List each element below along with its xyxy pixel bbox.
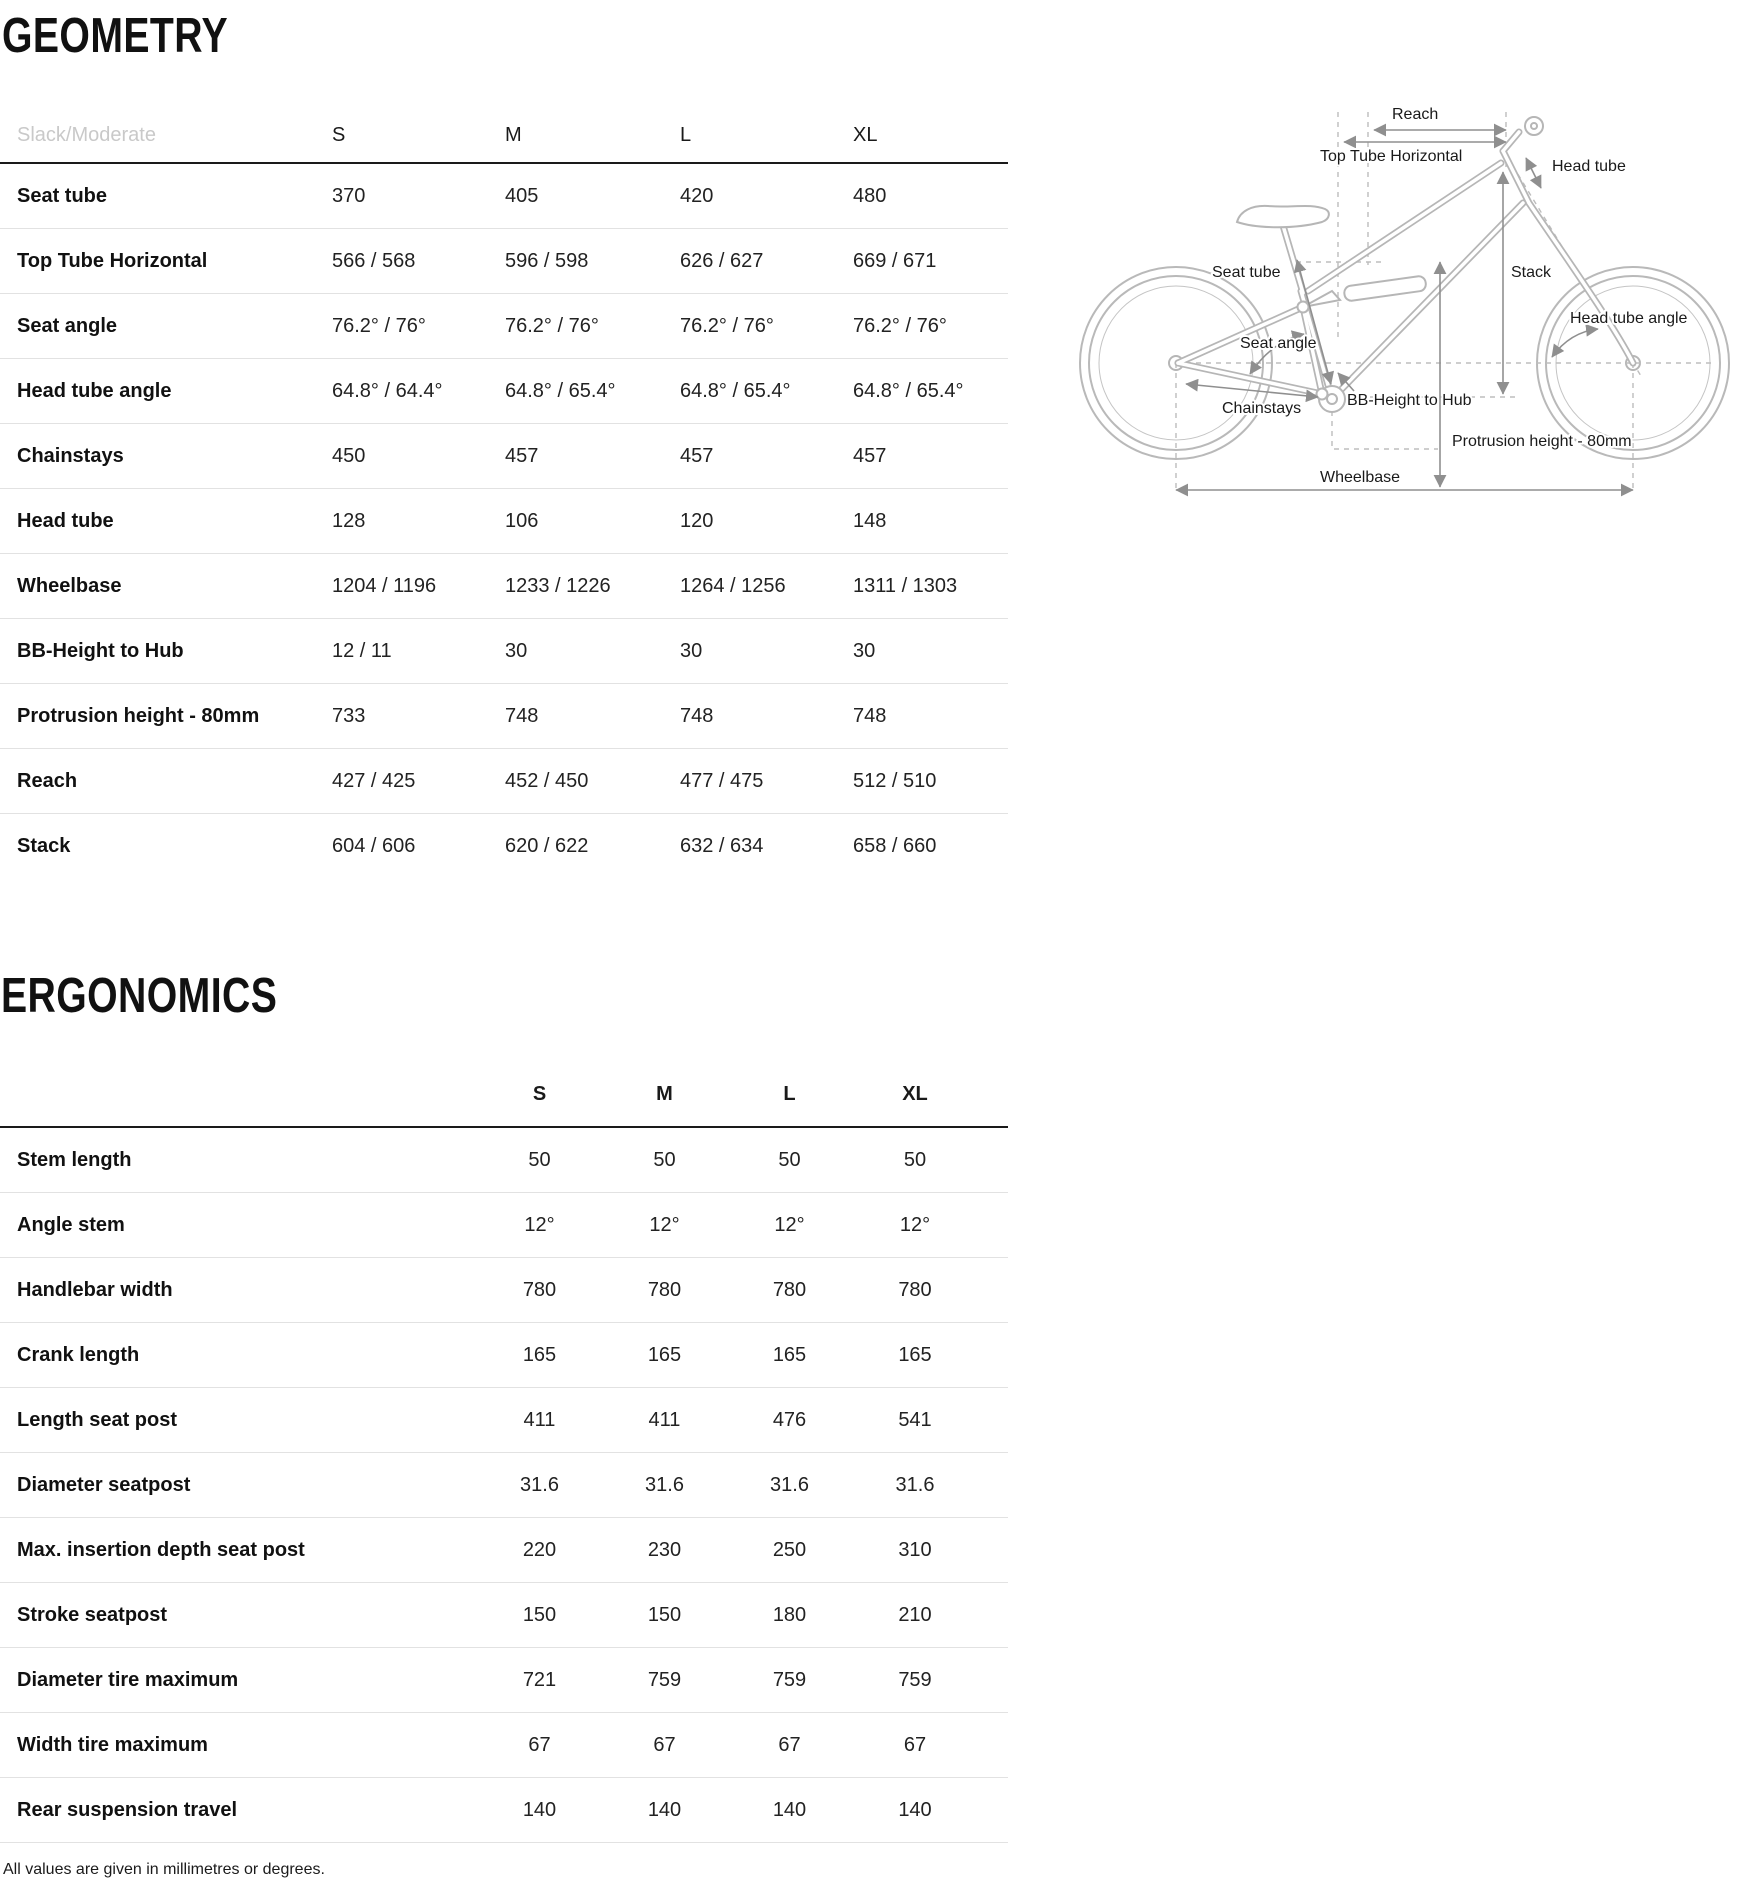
- row-value-xl: 669 / 671: [853, 249, 937, 272]
- row-value-xl: 64.8° / 65.4°: [853, 379, 964, 402]
- row-value-s: 370: [332, 184, 366, 207]
- row-value-xl: 50: [903, 1148, 927, 1171]
- row-value-l: 420: [680, 184, 714, 207]
- row-value-xl: 658 / 660: [853, 835, 937, 857]
- row-value-m: 67: [653, 1733, 676, 1756]
- row-label: Head tube angle: [17, 379, 172, 402]
- row-value-m: 30: [505, 639, 528, 662]
- row-value-m: 150: [647, 1603, 682, 1626]
- ergonomics-table-body: [0, 1128, 1008, 1843]
- row-value-s: 1204 / 1196: [332, 574, 437, 597]
- table-row: [0, 359, 1008, 424]
- row-label: Handlebar width: [17, 1278, 173, 1301]
- row-value-m: 596 / 598: [505, 249, 589, 272]
- row-value-s: 165: [522, 1343, 557, 1366]
- diagram-label-head-tube: Head tube: [1552, 158, 1626, 175]
- row-value-l: 780: [772, 1278, 807, 1301]
- row-value-xl: 1311 / 1303: [853, 574, 958, 597]
- table-row: [0, 1258, 1008, 1323]
- row-value-l: 632 / 634: [680, 835, 764, 857]
- row-value-l: 1264 / 1256: [680, 574, 786, 597]
- row-value-xl: 148: [853, 509, 887, 532]
- row-value-m: 457: [505, 444, 539, 467]
- table-row: [0, 1128, 1008, 1193]
- row-value-xl: 210: [898, 1603, 932, 1626]
- row-value-xl: 480: [853, 184, 887, 207]
- ergonomics-header-size-xl: XL: [902, 1083, 928, 1105]
- table-row: [0, 164, 1008, 229]
- row-value-s: 140: [522, 1798, 557, 1821]
- row-value-m: 31.6: [645, 1473, 684, 1496]
- row-value-s: 12°: [524, 1213, 555, 1236]
- row-value-m: 165: [647, 1343, 682, 1366]
- row-value-m: 405: [505, 184, 539, 207]
- row-label: Top Tube Horizontal: [17, 249, 208, 272]
- table-row: [0, 554, 1008, 619]
- row-value-xl: 12°: [899, 1213, 931, 1236]
- row-value-l: 759: [772, 1668, 807, 1691]
- row-value-xl: 457: [853, 444, 887, 467]
- ergonomics-section-title: ERGONOMICS: [1, 969, 278, 1023]
- saddle-drawing: [1237, 206, 1329, 227]
- row-value-m: 106: [505, 509, 539, 532]
- diagram-labels: [1212, 106, 1688, 486]
- geometry-header-size-m: M: [505, 123, 522, 146]
- row-value-s: 566 / 568: [332, 249, 416, 272]
- row-value-s: 128: [332, 509, 366, 532]
- row-value-l: 140: [772, 1798, 807, 1821]
- row-value-xl: 759: [898, 1668, 932, 1691]
- table-row: [0, 1518, 1008, 1583]
- row-label: Stroke seatpost: [17, 1603, 168, 1626]
- ergonomics-header-size-l: L: [783, 1083, 796, 1105]
- diagram-label-reach: Reach: [1392, 106, 1439, 123]
- table-row: [0, 619, 1008, 684]
- row-value-l: 626 / 627: [680, 249, 764, 272]
- row-value-s: 604 / 606: [332, 835, 416, 857]
- row-value-s: 450: [332, 444, 366, 467]
- head-tube-arrow: [1526, 158, 1541, 188]
- geometry-header-size-s: S: [332, 123, 346, 146]
- ergonomics-header-size-s: S: [532, 1083, 547, 1105]
- row-value-xl: 165: [898, 1343, 932, 1366]
- row-value-m: 748: [505, 704, 539, 727]
- row-value-l: 64.8° / 65.4°: [680, 379, 791, 402]
- row-value-s: 50: [528, 1148, 551, 1171]
- row-value-xl: 76.2° / 76°: [853, 314, 947, 337]
- row-label: Chainstays: [17, 444, 124, 467]
- bike-geometry-diagram: [1055, 85, 1764, 505]
- row-value-m: 50: [653, 1148, 676, 1171]
- row-label: Seat tube: [17, 184, 108, 207]
- row-label: Crank length: [17, 1343, 140, 1366]
- geometry-header-size-l: L: [680, 123, 692, 146]
- diagram-label-stack: Stack: [1511, 264, 1552, 281]
- diagram-label-chainstays: Chainstays: [1222, 400, 1302, 417]
- table-row: [0, 1388, 1008, 1453]
- row-value-m: 76.2° / 76°: [505, 314, 599, 337]
- table-row: [0, 1648, 1008, 1713]
- diagram-label-bb-height-to-hub: BB-Height to Hub: [1347, 392, 1472, 409]
- geometry-table-body: [0, 164, 1008, 879]
- row-value-m: 411: [648, 1408, 681, 1431]
- row-value-l: 250: [772, 1538, 807, 1561]
- table-row: [0, 814, 1008, 879]
- ergonomics-header-size-m: M: [656, 1083, 673, 1105]
- diagram-label-head-tube-angle: Head tube angle: [1570, 310, 1688, 327]
- table-row: [0, 1323, 1008, 1388]
- row-value-l: 50: [778, 1148, 801, 1171]
- table-row: [0, 1583, 1008, 1648]
- row-value-l: 76.2° / 76°: [680, 314, 774, 337]
- row-value-l: 120: [680, 509, 714, 532]
- diagram-label-seat-angle: Seat angle: [1240, 335, 1317, 352]
- row-value-s: 12 / 11: [332, 639, 392, 662]
- geometry-header-variant-label: Slack/Moderate: [17, 123, 156, 146]
- units-footnote: All values are given in millimetres or degrees.: [3, 1861, 325, 1878]
- geometry-table-header: [0, 108, 1008, 164]
- row-value-m: 780: [647, 1278, 682, 1301]
- row-value-l: 67: [778, 1733, 801, 1756]
- row-value-xl: 541: [898, 1408, 932, 1431]
- table-row: [0, 424, 1008, 489]
- row-value-xl: 780: [898, 1278, 932, 1301]
- row-label: Protrusion height - 80mm: [17, 704, 260, 727]
- row-value-m: 230: [647, 1538, 682, 1561]
- row-value-s: 780: [522, 1278, 557, 1301]
- row-value-xl: 140: [898, 1798, 932, 1821]
- ergonomics-table: [0, 1063, 1008, 1843]
- row-value-s: 31.6: [520, 1473, 559, 1496]
- row-value-m: 452 / 450: [505, 769, 589, 792]
- geometry-table: [0, 108, 1008, 879]
- table-row: [0, 294, 1008, 359]
- table-row: [0, 1713, 1008, 1778]
- row-value-xl: 31.6: [895, 1473, 935, 1496]
- geometry-section-title: GEOMETRY: [2, 9, 229, 63]
- table-row: [0, 684, 1008, 749]
- row-value-l: 165: [772, 1343, 807, 1366]
- row-value-s: 220: [522, 1538, 557, 1561]
- diagram-label-protrusion-height: Protrusion height - 80mm: [1452, 433, 1632, 450]
- row-value-xl: 310: [898, 1538, 932, 1561]
- row-value-xl: 748: [853, 704, 887, 727]
- row-label: Reach: [17, 769, 78, 792]
- row-label: Stack: [17, 835, 71, 857]
- row-value-m: 140: [647, 1798, 682, 1821]
- row-value-m: 1233 / 1226: [505, 574, 611, 597]
- row-value-l: 31.6: [770, 1473, 809, 1496]
- ergonomics-table-header: [0, 1063, 1008, 1128]
- row-value-xl: 512 / 510: [853, 769, 937, 792]
- row-value-l: 30: [680, 639, 703, 662]
- row-label: Diameter tire maximum: [17, 1668, 239, 1691]
- row-label: Stem length: [17, 1148, 132, 1171]
- table-row: [0, 229, 1008, 294]
- row-value-m: 12°: [649, 1213, 680, 1236]
- row-value-m: 64.8° / 65.4°: [505, 379, 616, 402]
- row-value-s: 411: [523, 1408, 556, 1431]
- diagram-label-wheelbase: Wheelbase: [1320, 469, 1401, 486]
- geometry-header-size-xl: XL: [853, 123, 878, 146]
- row-label: Wheelbase: [17, 574, 122, 597]
- row-value-l: 457: [680, 444, 714, 467]
- row-label: BB-Height to Hub: [17, 639, 184, 662]
- diagram-label-seat-tube: Seat tube: [1212, 264, 1281, 281]
- rear-shock: [1343, 275, 1426, 301]
- row-value-s: 64.8° / 64.4°: [332, 379, 443, 402]
- row-value-s: 76.2° / 76°: [332, 314, 426, 337]
- table-row: [0, 1778, 1008, 1843]
- row-value-l: 477 / 475: [680, 769, 764, 792]
- row-label: Angle stem: [17, 1213, 125, 1236]
- row-value-s: 150: [522, 1603, 557, 1626]
- row-value-m: 620 / 622: [505, 835, 589, 857]
- diagram-label-top-tube-horizontal: Top Tube Horizontal: [1320, 148, 1463, 165]
- row-value-xl: 67: [903, 1733, 927, 1756]
- row-value-s: 733: [332, 704, 366, 727]
- row-value-l: 748: [680, 704, 714, 727]
- row-label: Length seat post: [17, 1408, 178, 1431]
- table-row: [0, 489, 1008, 554]
- row-value-l: 180: [772, 1603, 807, 1626]
- row-value-m: 759: [647, 1668, 682, 1691]
- table-row: [0, 1193, 1008, 1258]
- row-label: Rear suspension travel: [17, 1798, 238, 1821]
- row-label: Max. insertion depth seat post: [17, 1538, 305, 1561]
- table-row: [0, 1453, 1008, 1518]
- row-label: Diameter seatpost: [17, 1473, 191, 1496]
- row-value-l: 476: [772, 1408, 807, 1431]
- row-value-s: 427 / 425: [332, 769, 416, 792]
- table-row: [0, 749, 1008, 814]
- row-value-l: 12°: [774, 1213, 805, 1236]
- row-value-xl: 30: [853, 639, 876, 662]
- row-value-s: 67: [528, 1733, 551, 1756]
- row-label: Head tube: [17, 509, 114, 532]
- row-label: Width tire maximum: [17, 1733, 208, 1756]
- row-value-s: 721: [522, 1668, 557, 1691]
- row-label: Seat angle: [17, 314, 118, 337]
